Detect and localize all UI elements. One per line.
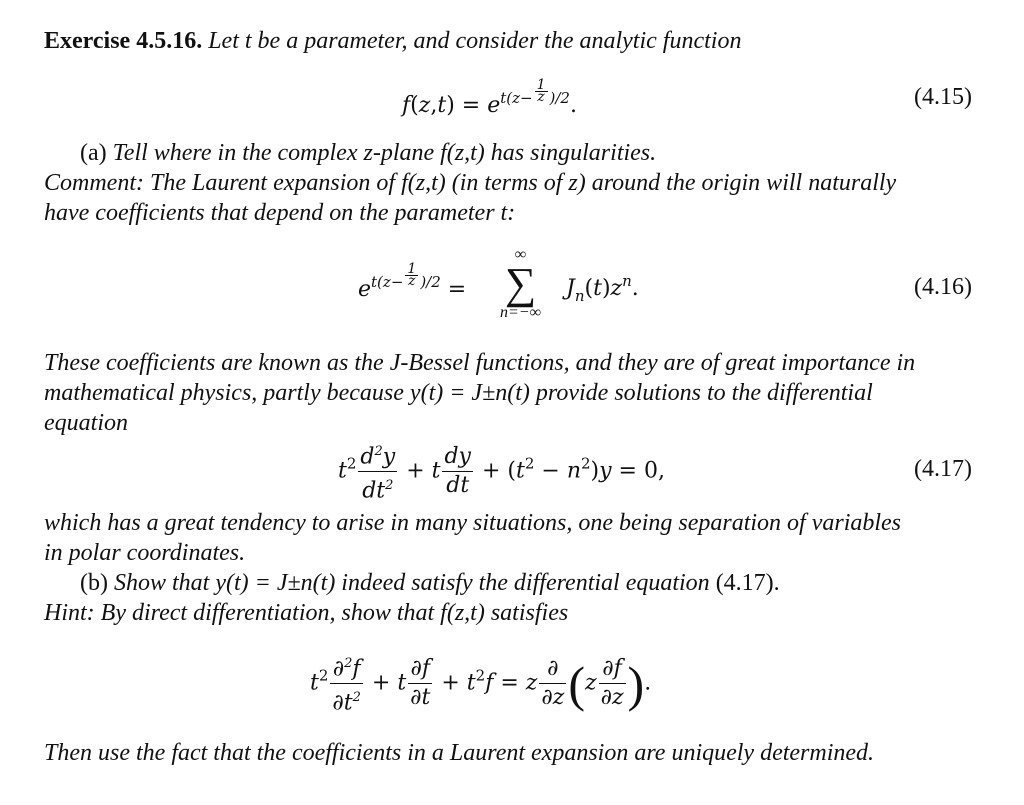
after-eq-line-1: which has a great tendency to arise in many situations, one being separation of variables	[44, 510, 902, 536]
equation-4-17	[0, 438, 1024, 506]
part-a-label: (a)	[80, 140, 107, 166]
equation-4-15-body: $f(z,t) = e^{t(z- \frac{1}{z} )/2}$.	[402, 77, 577, 118]
part-a-text: Tell where in the complex z-plane f(z,t) has singularities.	[112, 140, 657, 166]
part-a	[80, 138, 656, 168]
equation-number: (4.16)	[914, 274, 972, 300]
bessel-line-3: equation	[44, 410, 128, 436]
bessel-line-2: mathematical physics, partly because y(t) = J±n(t) provide solutions to the differential	[44, 380, 873, 406]
hint-text: Hint: By direct differentiation, show that f(z,t) satisfies	[44, 600, 569, 626]
equation-4-16	[0, 246, 1024, 332]
part-b-ref: (4.17).	[715, 570, 780, 596]
part-b-text: Show that y(t) = J±n(t) indeed satisfy the differential equation	[113, 570, 710, 596]
conclusion-text: Then use the fact that the coefficients in a Laurent expansion are uniquely determined.	[44, 740, 875, 766]
after-eq-line-2: in polar coordinates.	[44, 540, 246, 566]
equation-4-17-body: $t^2$ $\frac{d^2y}{dt^2}$ + t $\frac{dy}{dt}$ + $(t^2 - n^2)y = 0$,	[338, 438, 665, 506]
hint-equation-body: $t^2$ $\frac{\partial^2f}{\partial t^2}$ + t $\frac{\partial f}{\partial t}$ + $t^2f = z$ $\frac{\partial}{\partial z}$ (z $\frac{\partial f}{\partial z}$ ).	[310, 650, 651, 718]
equation-4-16-lhs: $e^{t(z- \frac{1}{z} )/2}$ =	[358, 261, 467, 302]
equation-number: (4.17)	[914, 456, 972, 482]
part-b-label: (b)	[80, 570, 108, 596]
equation-4-15	[0, 77, 1024, 118]
exercise-intro: Let t be a parameter, and consider the analytic function	[208, 28, 742, 54]
exercise-label: Exercise 4.5.16.	[44, 28, 203, 54]
comment-line-2: have coefficients that depend on the parameter t:	[44, 200, 516, 226]
hint-equation	[0, 646, 1024, 722]
equation-number: (4.15)	[914, 84, 972, 110]
equation-4-16-rhs: $J_n(t)z^n$.	[566, 272, 639, 305]
part-b	[80, 568, 780, 598]
bessel-line-1: These coefficients are known as the J-Bessel functions, and they are of great importance in	[44, 350, 916, 376]
summation-sign: ∞ ∑ n=−∞	[500, 246, 541, 321]
exercise-heading	[44, 26, 741, 56]
comment-line-1: Comment: The Laurent expansion of f(z,t) (in terms of z) around the origin will naturally	[44, 170, 897, 196]
